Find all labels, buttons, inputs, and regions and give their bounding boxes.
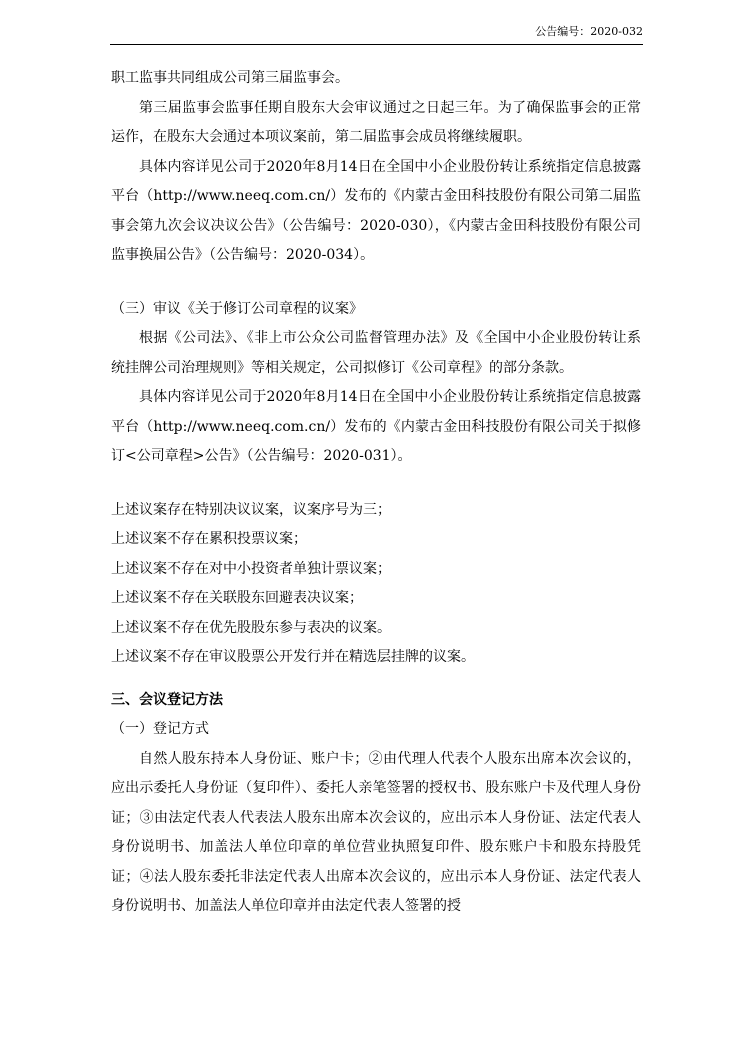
item-three-title: （三）审议《关于修订公司章程的议案》 (111, 300, 363, 317)
statement-line: 上述议案不存在优先股股东参与表决的议案。 (111, 619, 391, 636)
spacer (111, 472, 641, 496)
item-three-detail-paragraph: 具体内容详见公司于2020年8月14日在全国中小企业股份转让系统指定信息披露平台（http://www.neeq.com.cn/）发布的《内蒙古金田科技股份有限公司关于拟修订<公司章程>公告》（公告编号：2020-031）。 (111, 389, 641, 464)
document-body (111, 64, 641, 922)
notice-code: 公告编号：2020-032 (535, 25, 643, 38)
supervisor-term-paragraph: 第三届监事会监事任期自股东大会审议通过之日起三年。为了确保监事会的正常运作，在股东大会通过本项议案前，第二届监事会成员将继续履职。 (111, 99, 641, 145)
continuation-line: 职工监事共同组成公司第三届监事会。 (111, 70, 349, 86)
statement-line: 上述议案不存在审议股票公开发行并在精选层挂牌的议案。 (111, 649, 475, 665)
section-three-subheading: （一）登记方式 (111, 721, 209, 737)
section-three-heading: 三、会议登记方法 (111, 691, 223, 708)
statement-line: 上述议案不存在对中小投资者单独计票议案； (111, 560, 391, 577)
registration-paragraph: 自然人股东持本人身份证、账户卡；②由代理人代表个人股东出席本次会议的，应出示委托人身份证（复印件）、委托人亲笔签署的授权书、股东账户卡及代理人身份证；③由法定代表人代表法人股东出席本次会议的，应出示本人身份证、法定代表人身份说明书、加盖法人单位印章的单位营业执照复印件、股东账户卡和股东持股凭证；④法人股东委托非法定代表人出席本次会议的，应出示本人身份证、法定代表人身份说明书、加盖法人单位印章并由法定代表人签署的授 (111, 750, 641, 914)
page-header (110, 22, 643, 45)
spacer (111, 271, 641, 295)
statement-line: 上述议案不存在关联股东回避表决议案； (111, 590, 363, 606)
statement-line: 上述议案存在特别决议议案，议案序号为三； (111, 501, 391, 518)
statement-line: 上述议案不存在累积投票议案； (111, 531, 307, 547)
item-three-basis-paragraph: 根据《公司法》、《非上市公众公司监督管理办法》及《全国中小企业股份转让系统挂牌公司治理规则》等相关规定，公司拟修订《公司章程》的部分条款。 (111, 330, 641, 376)
supervisor-detail-paragraph: 具体内容详见公司于2020年8月14日在全国中小企业股份转让系统指定信息披露平台（http://www.neeq.com.cn/）发布的《内蒙古金田科技股份有限公司第二届监事会第九次会议决议公告》（公告编号：2020-030），《内蒙古金田科技股份有限公司监事换届公告》（公告编号：2020-034）。 (111, 158, 641, 263)
spacer (111, 673, 641, 686)
